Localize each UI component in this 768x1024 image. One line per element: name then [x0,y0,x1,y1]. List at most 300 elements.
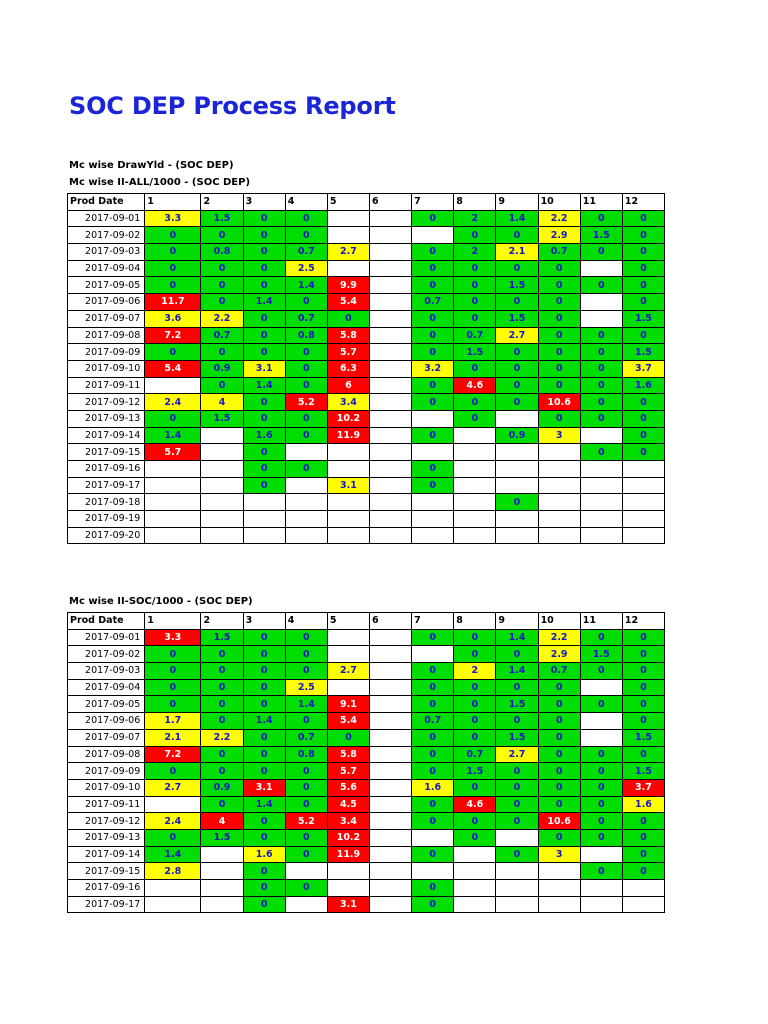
value-cell [327,511,369,528]
value-cell: 0 [622,863,664,880]
value-cell: 7.2 [145,746,201,763]
value-cell: 1.4 [285,696,327,713]
value-cell [145,461,201,478]
value-cell [538,494,580,511]
value-cell: 0 [412,679,454,696]
value-cell: 10.6 [538,813,580,830]
value-cell: 10.2 [327,410,369,427]
value-cell: 3 [538,846,580,863]
value-cell: 4 [201,394,243,411]
value-cell: 0 [496,494,538,511]
value-cell: 0 [285,646,327,663]
value-cell: 0 [496,679,538,696]
table-row [68,227,665,244]
value-cell: 0 [285,779,327,796]
table-row [68,779,665,796]
value-cell: 0 [412,846,454,863]
value-cell: 0 [243,477,285,494]
value-cell [580,527,622,544]
value-cell: 3.1 [327,896,369,913]
value-cell: 2.1 [496,244,538,261]
header-row [68,613,665,630]
report-table-ii-all [67,193,665,544]
value-cell [370,829,412,846]
value-cell: 1.5 [580,227,622,244]
value-cell: 0 [454,310,496,327]
value-cell: 0 [243,394,285,411]
value-cell: 5.7 [327,344,369,361]
value-cell: 0 [538,294,580,311]
value-cell [538,477,580,494]
value-cell: 2.7 [327,244,369,261]
value-cell: 3.3 [145,629,201,646]
value-cell: 5.2 [285,394,327,411]
prod-date-cell: 2017-09-04 [68,260,145,277]
value-cell: 2.9 [538,227,580,244]
value-cell [580,494,622,511]
value-cell [496,527,538,544]
value-cell [201,880,243,897]
value-cell: 0 [201,277,243,294]
header-prod-date: Prod Date [68,194,145,211]
value-cell [327,260,369,277]
value-cell [201,527,243,544]
value-cell: 0 [412,244,454,261]
value-cell [370,663,412,680]
value-cell: 0 [538,410,580,427]
value-cell: 2.1 [145,729,201,746]
value-cell: 0 [243,763,285,780]
value-cell [538,461,580,478]
prod-date-cell: 2017-09-10 [68,360,145,377]
value-cell: 0 [622,663,664,680]
value-cell [496,461,538,478]
value-cell: 0 [622,813,664,830]
value-cell: 5.7 [327,763,369,780]
value-cell: 0 [243,729,285,746]
value-cell [201,461,243,478]
value-cell: 0 [243,829,285,846]
value-cell: 3.2 [412,360,454,377]
value-cell [201,494,243,511]
value-cell: 0 [454,410,496,427]
value-cell: 1.5 [496,696,538,713]
value-cell [580,310,622,327]
value-cell [580,729,622,746]
header-machine-4: 4 [285,613,327,630]
value-cell: 0 [412,394,454,411]
value-cell [145,896,201,913]
value-cell: 0.7 [412,713,454,730]
value-cell: 0 [412,746,454,763]
value-cell: 0 [622,244,664,261]
prod-date-cell: 2017-09-02 [68,646,145,663]
value-cell: 0 [285,210,327,227]
value-cell: 3.7 [622,360,664,377]
value-cell: 5.4 [145,360,201,377]
report-title: SOC DEP Process Report [69,92,396,120]
value-cell [327,629,369,646]
value-cell: 0 [201,796,243,813]
value-cell [580,846,622,863]
header-machine-12: 12 [622,613,664,630]
value-cell: 0 [538,696,580,713]
value-cell [412,511,454,528]
value-cell: 0 [285,427,327,444]
table-row [68,829,665,846]
prod-date-cell: 2017-09-05 [68,696,145,713]
value-cell [370,863,412,880]
value-cell: 3.1 [243,360,285,377]
value-cell: 0 [412,629,454,646]
prod-date-cell: 2017-09-20 [68,527,145,544]
value-cell [454,477,496,494]
value-cell [538,896,580,913]
prod-date-cell: 2017-09-18 [68,494,145,511]
value-cell: 0.8 [285,327,327,344]
value-cell: 0 [285,294,327,311]
value-cell: 0.7 [285,310,327,327]
header-machine-1: 1 [145,613,201,630]
table-row [68,896,665,913]
value-cell [454,494,496,511]
value-cell [454,527,496,544]
value-cell: 0 [285,829,327,846]
value-cell [370,629,412,646]
value-cell: 0 [412,277,454,294]
value-cell [454,863,496,880]
header-machine-7: 7 [412,194,454,211]
value-cell [580,896,622,913]
header-row [68,194,665,211]
value-cell: 1.5 [201,410,243,427]
prod-date-cell: 2017-09-14 [68,427,145,444]
value-cell: 0 [412,663,454,680]
value-cell [145,477,201,494]
table-row [68,880,665,897]
value-cell: 3.4 [327,394,369,411]
value-cell: 0 [580,410,622,427]
prod-date-cell: 2017-09-07 [68,729,145,746]
value-cell: 3.4 [327,813,369,830]
header-machine-1: 1 [145,194,201,211]
value-cell: 0 [285,344,327,361]
value-cell: 4.6 [454,796,496,813]
value-cell: 2.2 [201,729,243,746]
value-cell: 0 [454,260,496,277]
value-cell: 0 [145,344,201,361]
prod-date-cell: 2017-09-14 [68,846,145,863]
value-cell: 0 [622,210,664,227]
header-machine-11: 11 [580,194,622,211]
value-cell: 2.9 [538,646,580,663]
table-row [68,260,665,277]
value-cell [538,880,580,897]
value-cell: 0 [580,277,622,294]
value-cell: 0 [496,713,538,730]
value-cell [496,863,538,880]
value-cell: 3.1 [243,779,285,796]
value-cell: 0.7 [538,663,580,680]
value-cell: 1.6 [622,377,664,394]
value-cell: 5.8 [327,746,369,763]
value-cell: 0 [201,746,243,763]
header-machine-6: 6 [370,613,412,630]
prod-date-cell: 2017-09-19 [68,511,145,528]
table-row [68,394,665,411]
value-cell: 0 [454,646,496,663]
value-cell: 0.9 [201,779,243,796]
value-cell: 6.3 [327,360,369,377]
value-cell: 0 [243,461,285,478]
header-machine-4: 4 [285,194,327,211]
value-cell: 0 [538,344,580,361]
value-cell: 0 [243,629,285,646]
table-row [68,713,665,730]
value-cell: 0 [622,294,664,311]
value-cell: 0 [145,244,201,261]
section-label-drawyld: Mc wise DrawYld - (SOC DEP) [69,160,234,171]
value-cell: 10.2 [327,829,369,846]
value-cell: 0 [580,394,622,411]
value-cell [370,477,412,494]
table-row [68,763,665,780]
value-cell: 0 [454,360,496,377]
value-cell: 0 [622,646,664,663]
table-row [68,679,665,696]
value-cell: 1.6 [412,779,454,796]
value-cell [454,846,496,863]
value-cell: 9.9 [327,277,369,294]
value-cell: 0 [243,696,285,713]
value-cell: 0 [622,260,664,277]
value-cell [580,679,622,696]
header-machine-2: 2 [201,194,243,211]
value-cell: 5.8 [327,327,369,344]
value-cell: 0 [454,679,496,696]
value-cell [327,679,369,696]
value-cell: 0.7 [454,327,496,344]
value-cell: 0 [145,277,201,294]
value-cell: 0 [538,796,580,813]
value-cell: 0 [285,410,327,427]
value-cell: 0 [412,327,454,344]
value-cell: 0 [622,713,664,730]
value-cell: 0 [412,813,454,830]
value-cell [580,260,622,277]
value-cell: 3.7 [622,779,664,796]
prod-date-cell: 2017-09-08 [68,746,145,763]
value-cell [145,494,201,511]
value-cell: 1.7 [145,713,201,730]
value-cell: 0 [622,679,664,696]
value-cell: 2.4 [145,813,201,830]
value-cell [496,829,538,846]
prod-date-cell: 2017-09-01 [68,629,145,646]
value-cell [622,494,664,511]
value-cell: 0 [538,327,580,344]
value-cell: 0 [538,679,580,696]
value-cell: 1.5 [201,829,243,846]
value-cell: 0 [201,646,243,663]
table-row [68,494,665,511]
value-cell: 1.5 [201,210,243,227]
value-cell [454,896,496,913]
value-cell: 0 [454,696,496,713]
value-cell [370,277,412,294]
value-cell: 0.8 [201,244,243,261]
prod-date-cell: 2017-09-15 [68,863,145,880]
value-cell: 0 [412,763,454,780]
value-cell [370,696,412,713]
value-cell [538,863,580,880]
value-cell: 0 [243,679,285,696]
value-cell [580,461,622,478]
table-row [68,310,665,327]
value-cell: 0 [412,344,454,361]
value-cell: 0 [496,646,538,663]
header-machine-5: 5 [327,613,369,630]
value-cell: 0 [580,327,622,344]
value-cell: 0 [145,410,201,427]
prod-date-cell: 2017-09-15 [68,444,145,461]
value-cell: 0 [285,880,327,897]
value-cell: 1.4 [243,294,285,311]
value-cell: 0 [145,679,201,696]
value-cell: 1.4 [496,210,538,227]
value-cell [201,477,243,494]
value-cell: 9.1 [327,696,369,713]
value-cell: 0 [538,310,580,327]
value-cell [412,410,454,427]
value-cell: 1.5 [454,344,496,361]
value-cell: 0 [412,880,454,897]
value-cell [622,896,664,913]
value-cell: 0 [412,260,454,277]
header-machine-7: 7 [412,613,454,630]
value-cell [370,779,412,796]
table-row [68,729,665,746]
value-cell: 0 [327,729,369,746]
value-cell: 0 [243,444,285,461]
value-cell: 0 [622,846,664,863]
value-cell: 0 [580,360,622,377]
value-cell: 5.2 [285,813,327,830]
value-cell: 0 [412,377,454,394]
prod-date-cell: 2017-09-17 [68,477,145,494]
value-cell [370,679,412,696]
value-cell: 0 [454,729,496,746]
prod-date-cell: 2017-09-05 [68,277,145,294]
value-cell [327,444,369,461]
table-row [68,746,665,763]
value-cell [412,227,454,244]
value-cell [327,461,369,478]
value-cell [327,210,369,227]
value-cell: 0 [243,210,285,227]
header-machine-3: 3 [243,194,285,211]
value-cell: 0 [496,294,538,311]
value-cell: 0 [496,779,538,796]
table-row [68,210,665,227]
value-cell [370,494,412,511]
value-cell: 0 [580,210,622,227]
value-cell: 0 [580,629,622,646]
value-cell: 0 [622,746,664,763]
value-cell: 1.4 [145,427,201,444]
header-machine-9: 9 [496,194,538,211]
value-cell: 0 [580,763,622,780]
prod-date-cell: 2017-09-11 [68,377,145,394]
value-cell [370,796,412,813]
section-label-ii-all: Mc wise II-ALL/1000 - (SOC DEP) [69,177,251,188]
value-cell [370,327,412,344]
value-cell: 0.7 [201,327,243,344]
value-cell: 2.7 [496,327,538,344]
value-cell: 1.5 [622,763,664,780]
prod-date-cell: 2017-09-02 [68,227,145,244]
value-cell [370,260,412,277]
value-cell: 0 [454,829,496,846]
value-cell: 0 [538,277,580,294]
value-cell [285,896,327,913]
value-cell: 0 [201,713,243,730]
value-cell: 0 [243,344,285,361]
value-cell: 0 [201,763,243,780]
value-cell: 0 [243,896,285,913]
value-cell: 0 [538,829,580,846]
value-cell: 5.4 [327,713,369,730]
value-cell: 0 [285,763,327,780]
value-cell: 2 [454,210,496,227]
value-cell [454,444,496,461]
value-cell [370,294,412,311]
value-cell: 0 [412,310,454,327]
value-cell: 3 [538,427,580,444]
value-cell: 0 [243,863,285,880]
value-cell [454,880,496,897]
prod-date-cell: 2017-09-16 [68,880,145,897]
value-cell [580,880,622,897]
value-cell [145,377,201,394]
value-cell: 1.4 [496,663,538,680]
value-cell: 1.6 [243,427,285,444]
value-cell: 1.4 [145,846,201,863]
value-cell: 0 [201,377,243,394]
value-cell [201,863,243,880]
value-cell [285,477,327,494]
value-cell: 0 [496,846,538,863]
value-cell: 10.6 [538,394,580,411]
value-cell: 0 [622,327,664,344]
table-row [68,863,665,880]
table-row [68,511,665,528]
table-row [68,410,665,427]
value-cell: 0 [538,260,580,277]
value-cell [201,846,243,863]
value-cell: 0 [538,779,580,796]
value-cell: 1.5 [496,310,538,327]
value-cell [145,511,201,528]
value-cell: 0 [496,763,538,780]
value-cell: 7.2 [145,327,201,344]
prod-date-cell: 2017-09-17 [68,896,145,913]
header-machine-5: 5 [327,194,369,211]
value-cell: 11.9 [327,427,369,444]
value-cell: 0 [285,360,327,377]
prod-date-cell: 2017-09-12 [68,394,145,411]
value-cell: 0 [496,360,538,377]
